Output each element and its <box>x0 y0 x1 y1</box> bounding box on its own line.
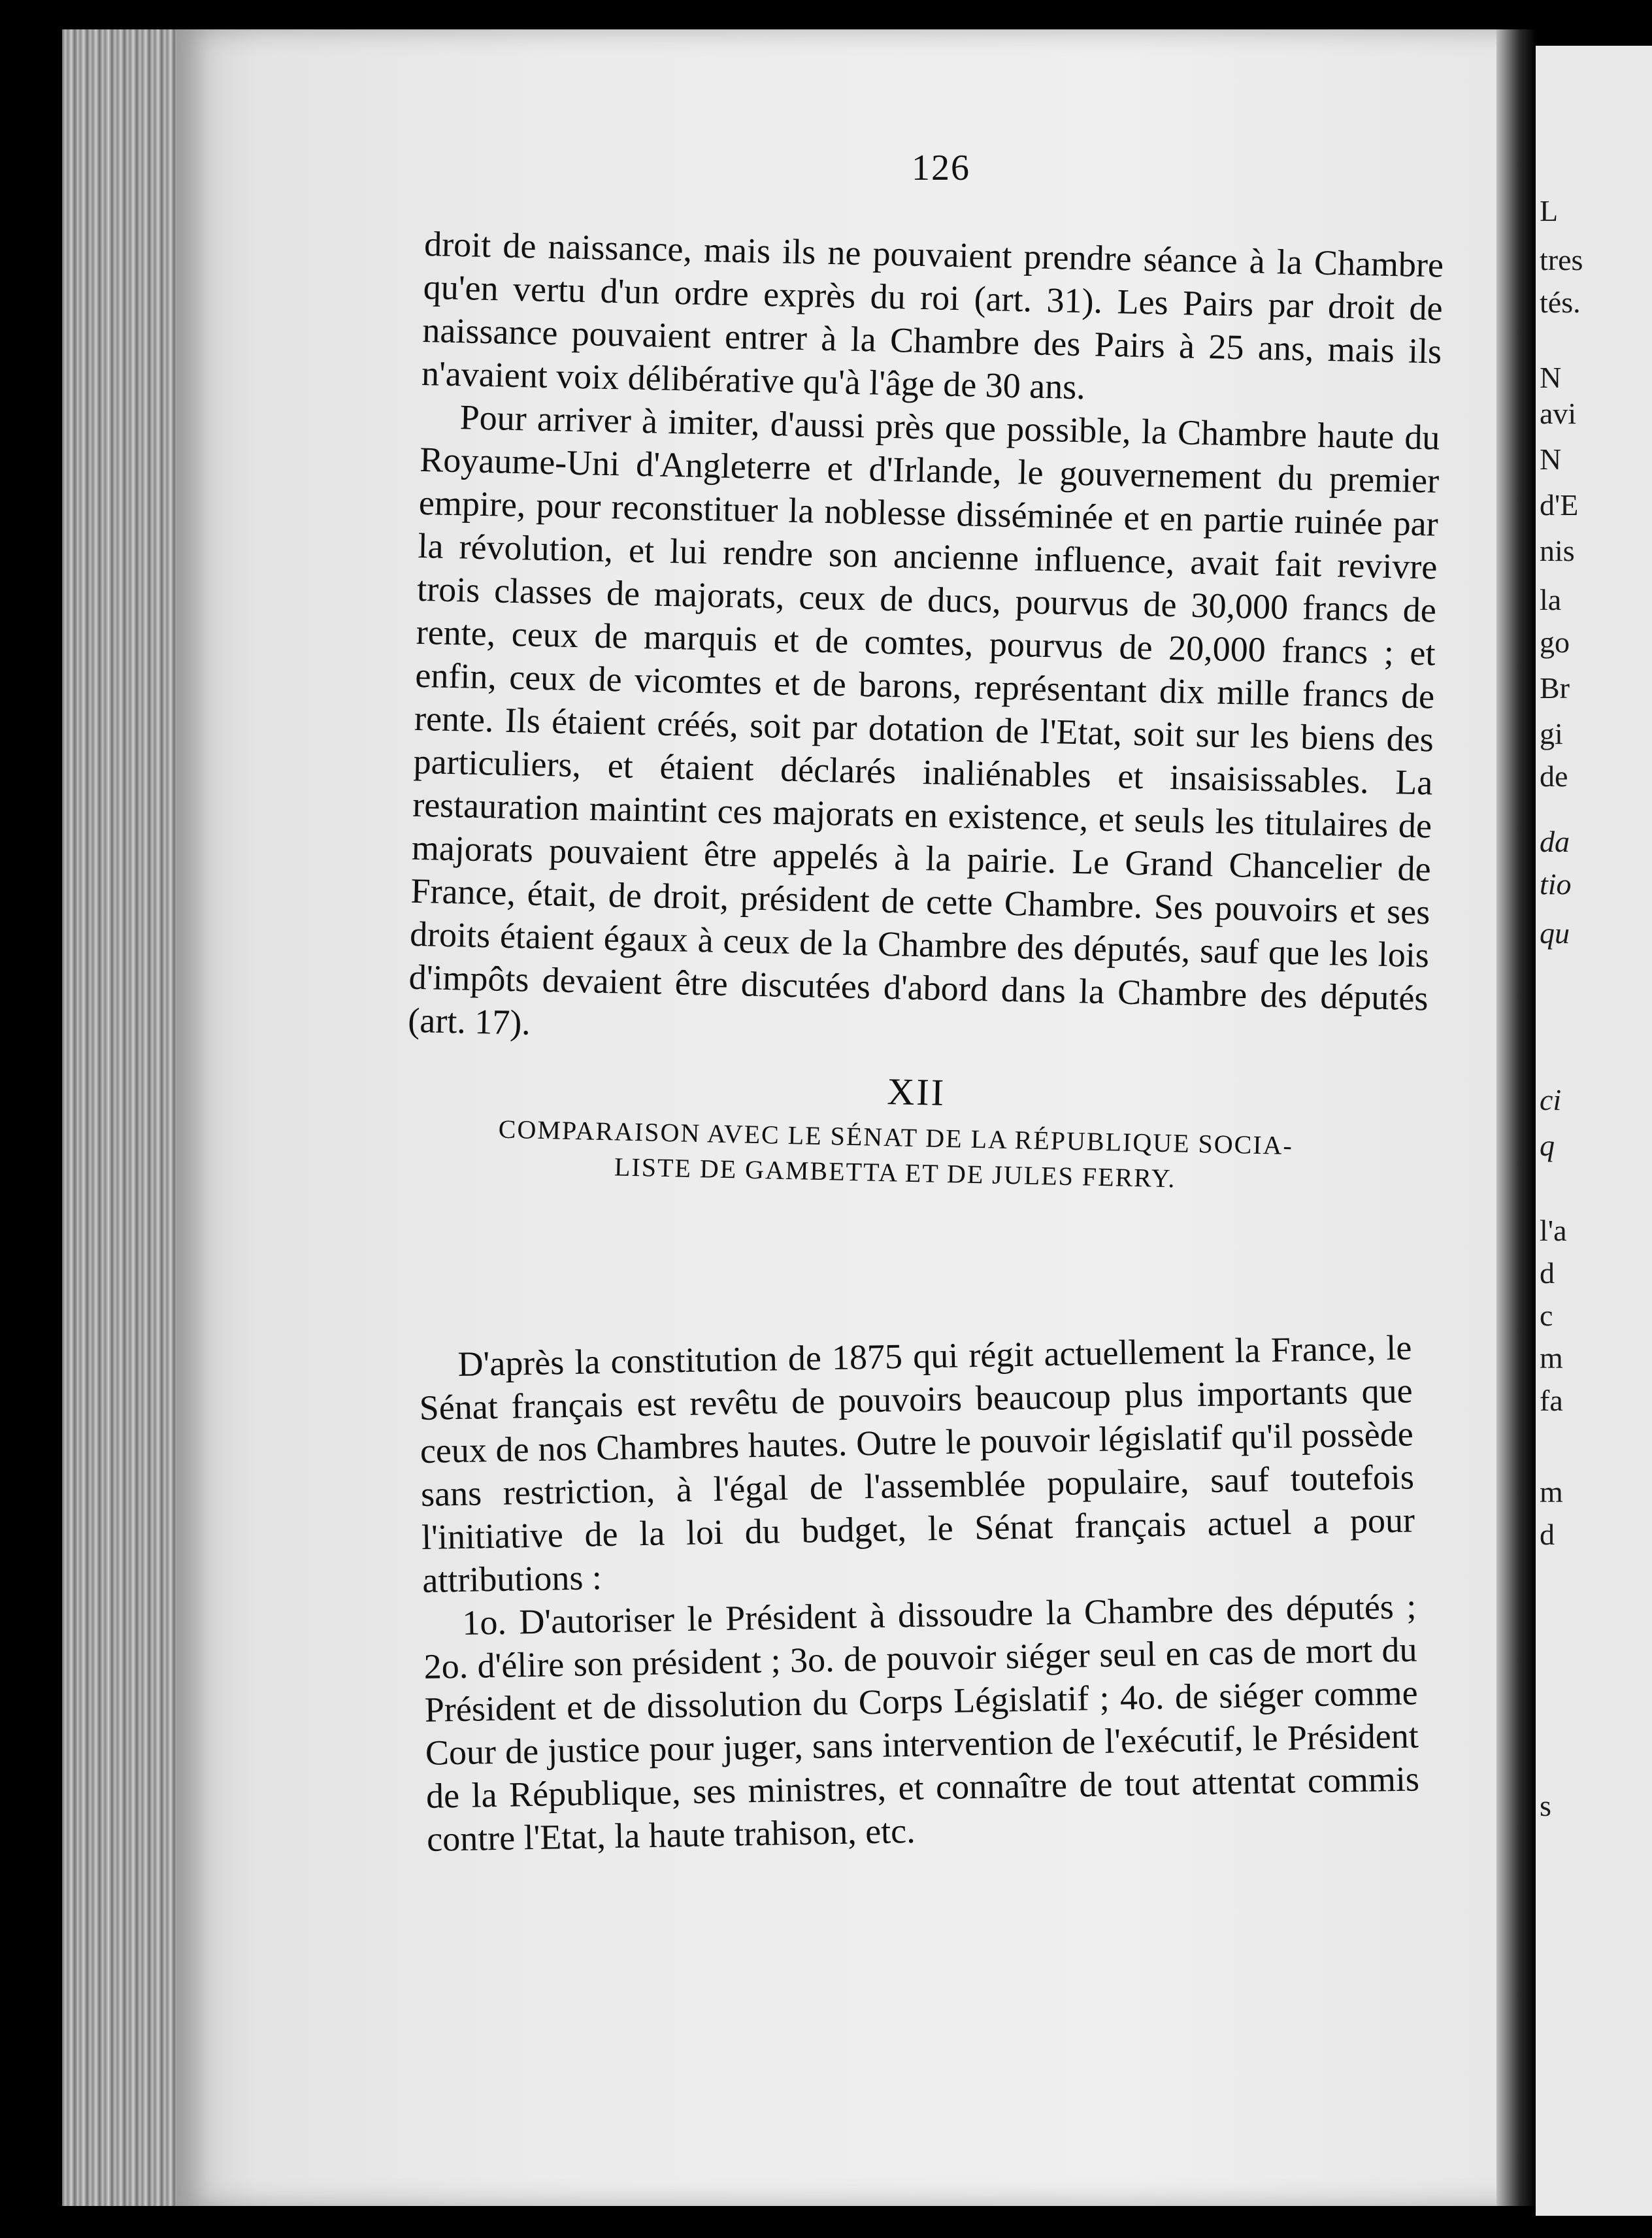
section-number: XII <box>886 1070 946 1114</box>
book-page-stack-edge <box>62 29 193 2206</box>
facing-page-fragment: d'E <box>1540 488 1579 522</box>
facing-page-fragment: avi <box>1540 397 1577 430</box>
paragraph-constitution: D'après la constitution de 1875 qui régit actuellement la France, le Sénat français est revêtu de pouvoirs beaucoup plus importants que ceux de nos Chambres hautes. Outre le pouvoir législatif qu'il possède sans restriction, à l'égal de l'assemblée populaire, sauf toutefois l'initiative de la loi du budget, le Sénat français actuel a pour attributions : <box>419 1328 1415 1600</box>
facing-page-fragment: s <box>1540 1789 1551 1822</box>
paragraph-continuation: droit de naissance, mais ils ne pouvaient prendre séance à la Chambre qu'en vertu d'un ordre exprès du roi (art. 31). Les Pairs par droit de naissance pouvaient entrer à la Chambre des Pairs à 25 ans, mais ils n'avaient voix délibérative qu'à l'âge de 30 ans. <box>421 224 1444 407</box>
facing-page-fragment: go <box>1540 626 1570 659</box>
facing-page-fragment: c <box>1540 1299 1553 1332</box>
section-heading-line-2: LISTE DE GAMBETTA ET DE JULES FERRY. <box>614 1152 1176 1194</box>
facing-page-fragment: N <box>1540 443 1562 476</box>
paragraph-attributions: 1o. D'autoriser le Président à dissoudre la Chambre des députés ; 2o. d'élire son président ; 3o. de pouvoir siéger seul en cas de mort du Président et de dissolution du Corps Législatif ; 4o. de siéger comme Cour de justice pour juger, sans intervention de l'exécutif, le Président de la République, ses ministres, et connaître de tout attentat commis contre l'Etat, la haute trahison, etc. <box>423 1586 1420 1859</box>
facing-page-fragment: N <box>1540 361 1562 394</box>
facing-page-fragment: de <box>1540 760 1568 793</box>
facing-page-fragment: da <box>1540 825 1570 858</box>
facing-page-fragment: gi <box>1540 717 1563 750</box>
facing-page-fragment: m <box>1540 1475 1563 1509</box>
facing-page-fragment: q <box>1540 1129 1555 1162</box>
facing-page-fragment: tres <box>1540 243 1583 276</box>
page-number: 126 <box>912 148 970 188</box>
book-gutter <box>1496 29 1536 2206</box>
facing-page-fragment: m <box>1540 1341 1563 1375</box>
lower-text-block <box>418 1326 1421 1860</box>
facing-page <box>1536 46 1652 2216</box>
section-heading-line-1: COMPARAISON AVEC LE SÉNAT DE LA RÉPUBLIQUE SOCIA- <box>498 1114 1294 1161</box>
upper-text-block <box>405 222 1444 1213</box>
facing-page-fragment: L <box>1540 194 1559 227</box>
section-heading <box>405 1110 1386 1201</box>
facing-page-fragment: nis <box>1540 534 1575 567</box>
facing-page-fragment: tés. <box>1540 286 1581 319</box>
facing-page-fragment: tio <box>1540 867 1572 901</box>
facing-page-fragment: la <box>1540 583 1562 616</box>
facing-page-fragment: ci <box>1540 1083 1562 1116</box>
facing-page-fragment: Br <box>1540 671 1570 705</box>
facing-page-fragment: d <box>1540 1518 1555 1551</box>
facing-page-fragment: l'a <box>1540 1214 1567 1247</box>
facing-page-fragment: fa <box>1540 1384 1563 1417</box>
paragraph-majorats: Pour arriver à imiter, d'aussi près que possible, la Chambre haute du Royaume-Uni d'Angleterre et d'Irlande, le gouvernement du premier empire, pour reconstituer la noblesse disséminée et en partie ruinée par la révolution, et lui rendre son ancienne influence, avait fait revivre trois classes de majorats, ceux de ducs, pourvus de 30,000 francs de rente, ceux de marquis et de comtes, pourvus de 20,000 francs ; et enfin, ceux de vicomtes et de barons, représentant dix mille francs de rente. Ils étaient créés, soit par dotation de l'Etat, soit sur les biens des particuliers, et étaient déclarés inaliénables et insaisissables. La restauration maintint ces majorats en existence, et seuls les titulaires de majorats pouvaient être appelés à la pairie. Le Grand Chancelier de France, était, de droit, président de cette Chambre. Ses pouvoirs et ses droits étaient égaux à ceux de la Chambre des députés, sauf que les lois d'impôts devaient être discutées d'abord dans la Chambre des députés (art. 17). <box>407 397 1441 1043</box>
facing-page-fragment: d <box>1540 1256 1555 1290</box>
facing-page-fragment: qu <box>1540 916 1570 950</box>
